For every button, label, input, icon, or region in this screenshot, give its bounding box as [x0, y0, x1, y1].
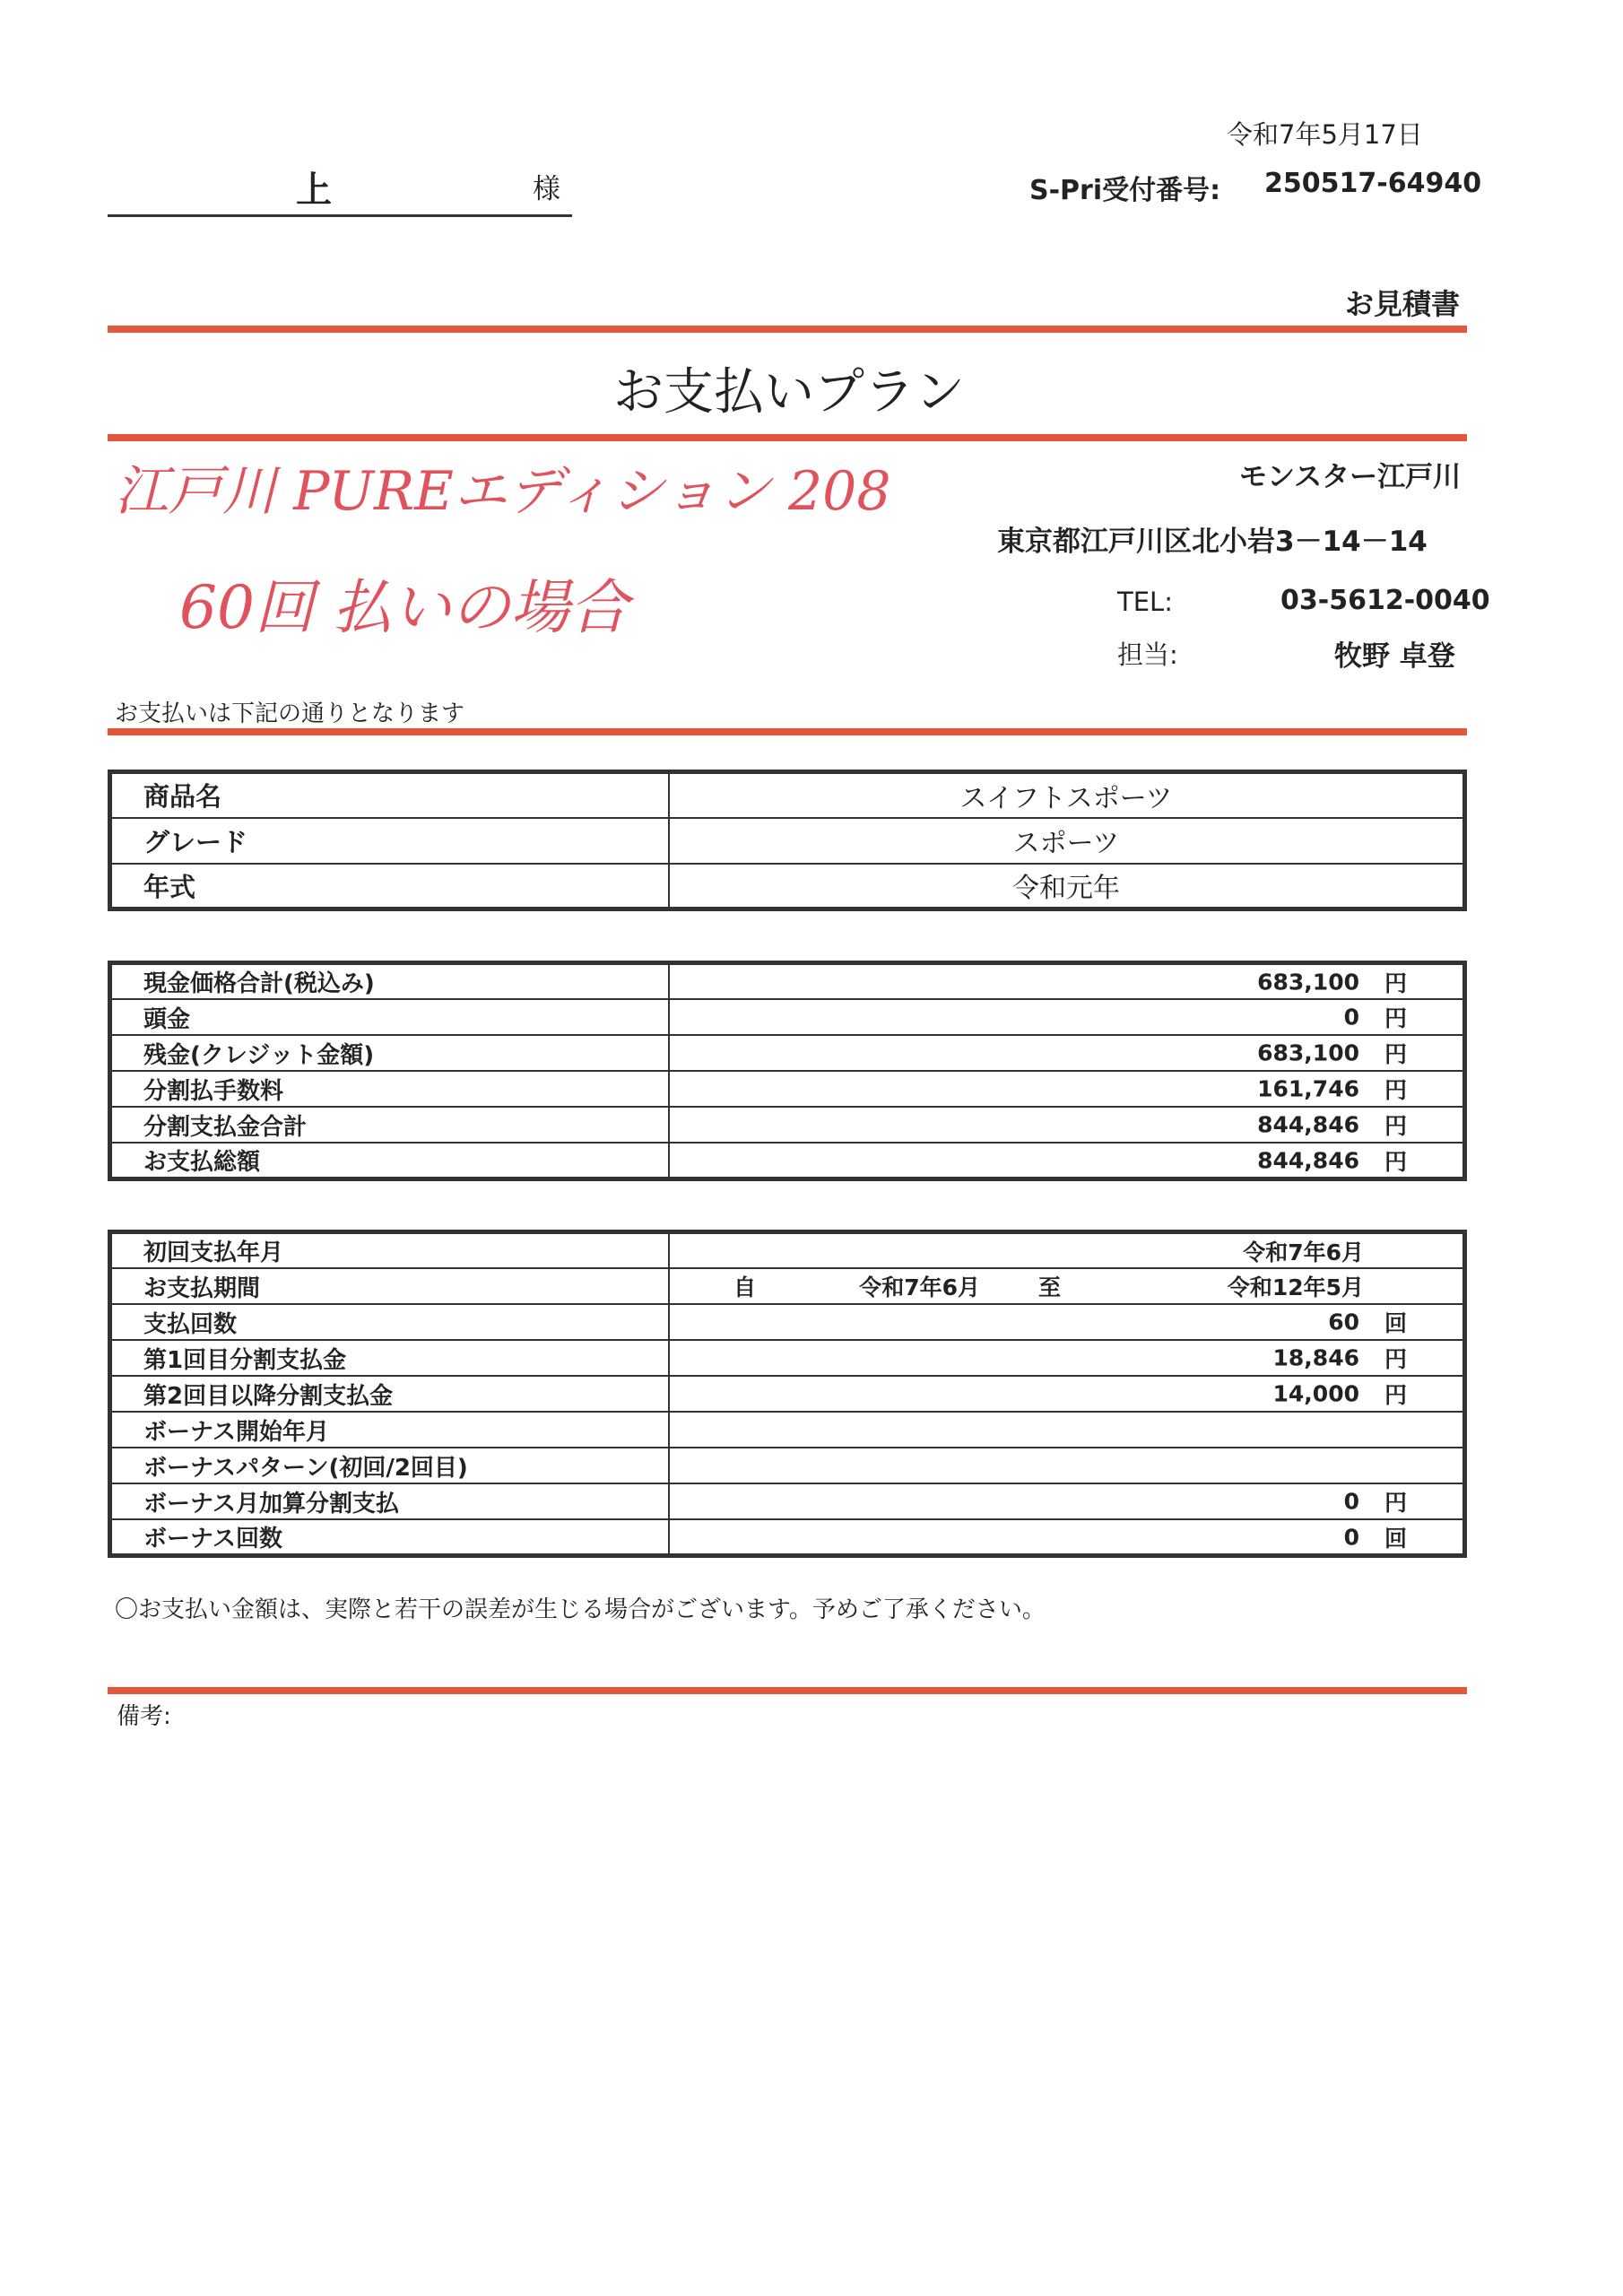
bonus-addition-unit: 円 — [1384, 1490, 1407, 1516]
bonus-addition-value: 0 — [1343, 1488, 1359, 1515]
first-payment-label: 初回支払年月 — [110, 1232, 670, 1269]
table-row — [110, 864, 1465, 909]
receipt-number: 250517-64940 — [1264, 168, 1482, 199]
grade-label: グレード — [110, 818, 670, 864]
balance-value: 683,100 — [1257, 1039, 1359, 1066]
cash-price-label: 現金価格合計(税込み) — [110, 963, 670, 1000]
period-to-value: 令和12年5月 — [1227, 1274, 1364, 1300]
price-table — [108, 961, 1467, 1181]
bonus-start-label: ボーナス開始年月 — [110, 1412, 670, 1448]
staff-label: 担当: — [1117, 639, 1178, 670]
grand-total-label: お支払総額 — [110, 1143, 670, 1179]
installment-total-value: 844,846 — [1257, 1111, 1359, 1138]
bonus-count-value: 0 — [1343, 1524, 1359, 1550]
bonus-pattern-label: ボーナスパターン(初回/2回目) — [110, 1448, 670, 1483]
installment-fee-value: 161,746 — [1257, 1075, 1359, 1102]
grade-value: スポーツ — [669, 818, 1465, 864]
installment-fee-unit: 円 — [1384, 1077, 1407, 1103]
dealer-address: 東京都江戸川区北小岩3－14－14 — [997, 526, 1428, 558]
header-rule-bottom — [108, 434, 1467, 441]
model-year-label: 年式 — [110, 864, 670, 909]
balance-label: 残金(クレジット金額) — [110, 1035, 670, 1071]
table-row — [110, 1304, 1465, 1340]
dealer-tel: 03-5612-0040 — [1280, 585, 1490, 616]
table-row — [110, 1519, 1465, 1556]
product-name-label: 商品名 — [110, 772, 670, 818]
table-row — [110, 1483, 1465, 1519]
customer-name-underline — [108, 214, 572, 217]
schedule-table — [108, 1230, 1467, 1558]
table-row — [110, 772, 1465, 818]
remarks-rule — [108, 1687, 1467, 1694]
document-type: お見積書 — [1345, 287, 1461, 321]
product-table — [108, 770, 1467, 911]
bonus-count-label: ボーナス回数 — [110, 1519, 670, 1556]
intro-text: お支払いは下記の通りとなります — [115, 700, 465, 727]
payment-count-unit: 回 — [1384, 1310, 1407, 1336]
period-from-value: 令和7年6月 — [859, 1274, 980, 1300]
period-from-label: 自 — [733, 1274, 756, 1300]
installment-total-unit: 円 — [1384, 1113, 1407, 1139]
customer-name: 上 — [296, 170, 332, 211]
down-payment-unit: 円 — [1384, 1005, 1407, 1031]
receipt-number-label: S-Pri受付番号: — [1029, 175, 1221, 206]
table-row — [110, 1232, 1465, 1269]
installment-fee-label: 分割払手数料 — [110, 1071, 670, 1107]
table-row — [110, 1340, 1465, 1376]
grand-total-unit: 円 — [1384, 1148, 1407, 1175]
installment-total-label: 分割支払金合計 — [110, 1107, 670, 1143]
payment-count-label: 支払回数 — [110, 1304, 670, 1340]
issue-date: 令和7年5月17日 — [1227, 119, 1423, 150]
table-row — [110, 1035, 1465, 1071]
bonus-addition-label: ボーナス月加算分割支払 — [110, 1483, 670, 1519]
tel-label: TEL: — [1117, 587, 1173, 617]
period-to-label: 至 — [1037, 1274, 1061, 1300]
first-payment-value: 令和7年6月 — [1243, 1239, 1364, 1265]
table-row — [110, 818, 1465, 864]
first-installment-unit: 円 — [1384, 1346, 1407, 1372]
subsequent-installment-value: 14,000 — [1272, 1380, 1359, 1407]
down-payment-value: 0 — [1343, 1004, 1359, 1031]
cash-price-unit: 円 — [1384, 970, 1407, 996]
page-title: お支払いプラン — [613, 363, 965, 422]
table-row — [110, 1107, 1465, 1143]
table-row — [110, 1376, 1465, 1412]
subsequent-installment-label: 第2回目以降分割支払金 — [110, 1376, 670, 1412]
grand-total-value: 844,846 — [1257, 1147, 1359, 1173]
table-row — [110, 1412, 1465, 1448]
remarks-label: 備考: — [117, 1703, 171, 1730]
table-row — [110, 1268, 1465, 1304]
table-row — [110, 1143, 1465, 1179]
cash-price-value: 683,100 — [1257, 969, 1359, 995]
handwritten-note-line2: 60回 払いの場合 — [179, 573, 629, 642]
subsequent-installment-unit: 円 — [1384, 1382, 1407, 1408]
bonus-count-unit: 回 — [1384, 1525, 1407, 1552]
table-row — [110, 1448, 1465, 1483]
table-row — [110, 1071, 1465, 1107]
down-payment-label: 頭金 — [110, 999, 670, 1035]
staff-name: 牧野 卓登 — [1334, 640, 1455, 673]
model-year-value: 令和元年 — [669, 864, 1465, 909]
header-rule-top — [108, 326, 1467, 333]
honorific: 様 — [533, 173, 560, 205]
period-label: お支払期間 — [110, 1268, 670, 1304]
table-row — [110, 999, 1465, 1035]
balance-unit: 円 — [1384, 1041, 1407, 1067]
payment-count-value: 60 — [1328, 1309, 1359, 1335]
first-installment-value: 18,846 — [1272, 1344, 1359, 1371]
first-installment-label: 第1回目分割支払金 — [110, 1340, 670, 1376]
disclaimer-note: 〇お支払い金額は、実際と若干の誤差が生じる場合がございます。予めご了承ください。 — [115, 1596, 1046, 1623]
intro-rule — [108, 728, 1467, 735]
table-row — [110, 963, 1465, 1000]
dealer-name: モンスター江戸川 — [1239, 461, 1462, 493]
product-name-value: スイフトスポーツ — [669, 772, 1465, 818]
handwritten-note-line1: 江戸川 PUREエディション 208 — [115, 460, 891, 523]
